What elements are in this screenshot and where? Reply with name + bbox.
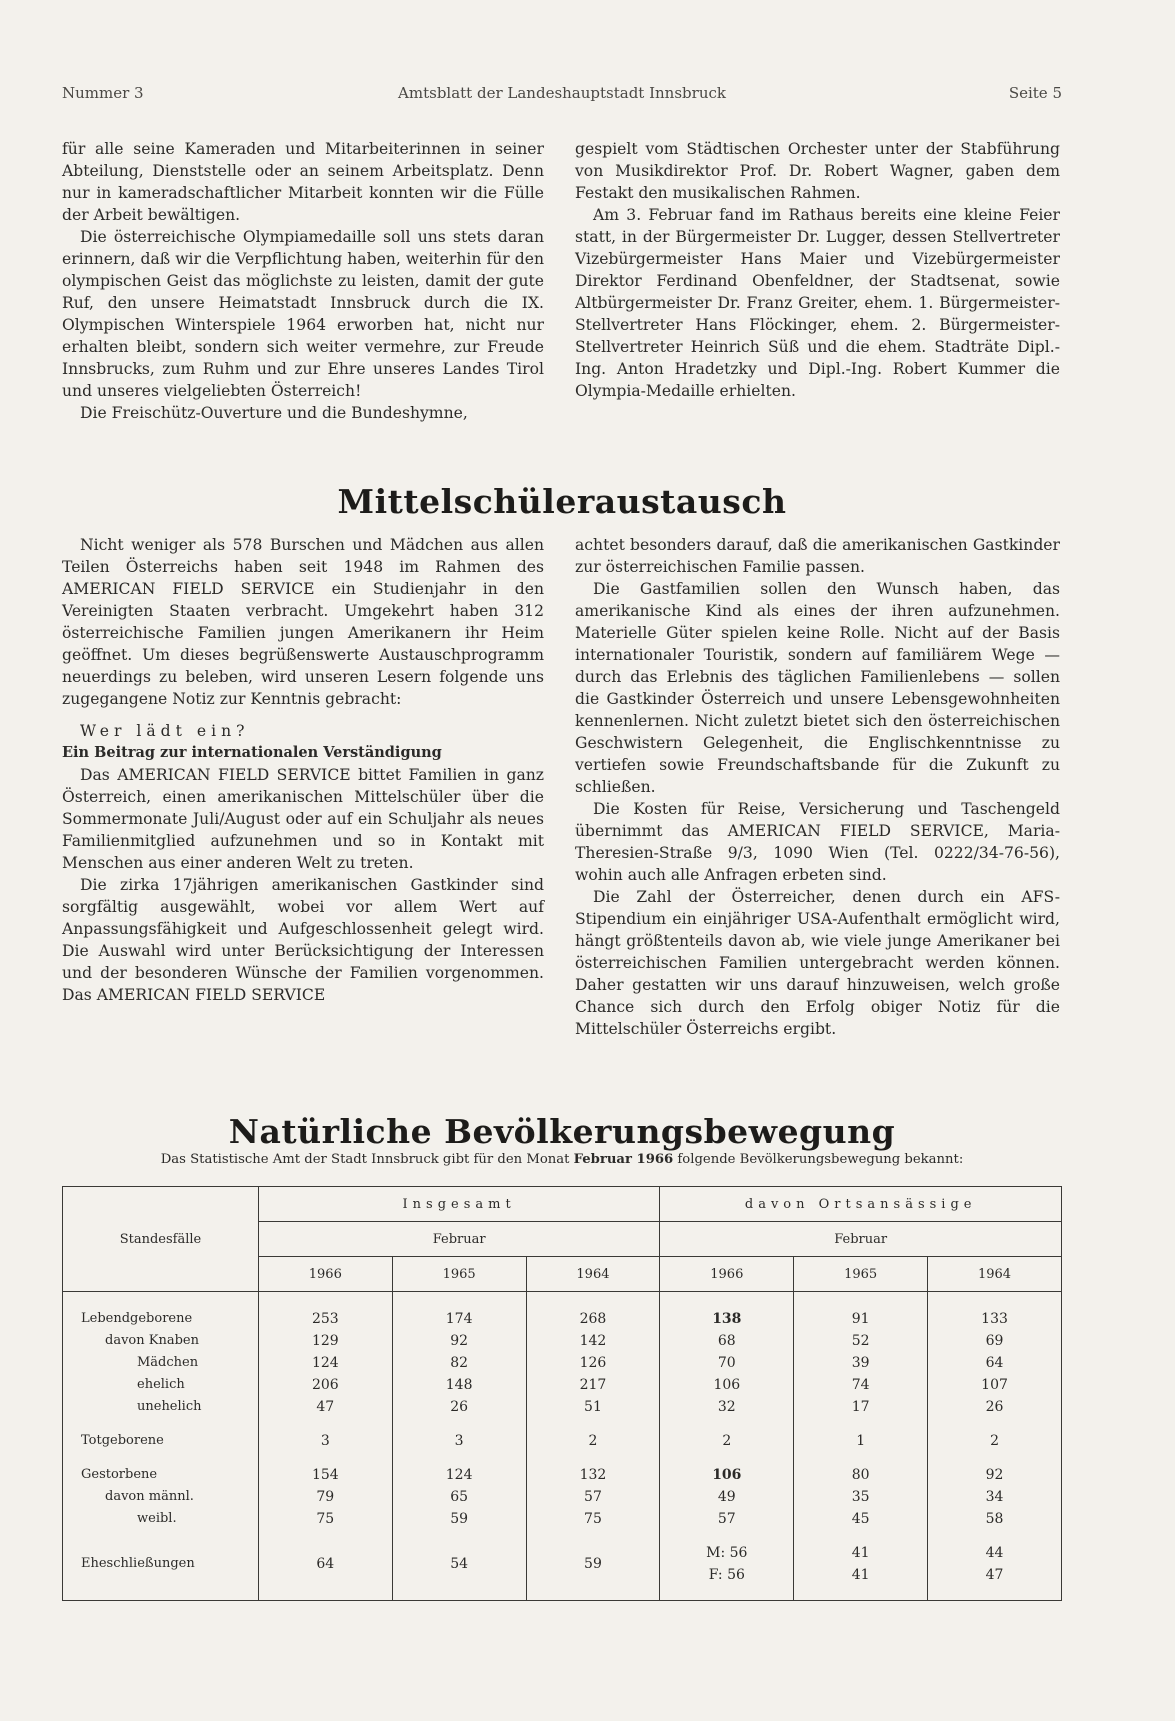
col-total-1966: [258, 1292, 392, 1587]
row-label: unehelich: [137, 1399, 202, 1414]
cell: 64: [316, 1556, 335, 1572]
cell: 217: [579, 1377, 607, 1393]
col-residents-1966: [660, 1292, 794, 1587]
group-header-residents: davon Ortsansässige: [660, 1187, 1062, 1222]
cell: 106: [713, 1377, 741, 1393]
cell: 91: [851, 1311, 870, 1327]
cell: 64: [985, 1355, 1004, 1371]
cell: 142: [579, 1333, 607, 1349]
col-residents-1964: [928, 1292, 1062, 1587]
cell: 26: [985, 1399, 1004, 1415]
cell: 54: [450, 1556, 469, 1572]
cell: 47: [985, 1567, 1004, 1583]
cell: 174: [445, 1311, 473, 1327]
cell: 138: [712, 1311, 742, 1327]
cell-marriage-m: [660, 1542, 793, 1564]
cell: 68: [717, 1333, 736, 1349]
cell: 70: [717, 1355, 736, 1371]
year-header: 1964: [928, 1257, 1062, 1292]
paragraph: Das AMERICAN FIELD SERVICE bittet Familien in ganz Österreich, einen amerikanischen Mittelschüler über die Sommermonate Juli/August oder auf ein Schuljahr als neues Familienmitglied aufzunehmen und so in Kontakt mit Menschen aus einer anderen Welt zu treten.: [62, 766, 544, 872]
cell: 75: [584, 1511, 602, 1527]
intro-month: Februar 1966: [573, 1152, 674, 1167]
cell: 106: [712, 1467, 742, 1483]
paragraph: Die Kosten für Reise, Versicherung und Taschengeld übernimmt das AMERICAN FIELD SERVICE, Maria-Theresien-Straße 9/3, 1090 Wien (Tel. 0222/34-76-56), wohin auch alle Anfragen erbeten sind.: [575, 800, 1060, 884]
cell: 2: [990, 1433, 999, 1449]
cell: 56: [727, 1567, 745, 1583]
group-header-total: Insgesamt: [258, 1187, 659, 1222]
year-header: 1964: [526, 1257, 660, 1292]
cell-marriage-f: [660, 1564, 793, 1586]
subheading-who-invites: Wer lädt ein?: [80, 722, 250, 740]
cell: 26: [450, 1399, 469, 1415]
marriage-m-label: M:: [706, 1545, 726, 1561]
table-intro: [62, 1152, 1062, 1167]
cell: 59: [450, 1511, 469, 1527]
cell: 57: [717, 1511, 736, 1527]
cell: 1: [856, 1433, 866, 1449]
cell: 41: [851, 1567, 870, 1583]
page-number: Seite 5: [1008, 84, 1062, 102]
cell: 41: [851, 1545, 870, 1561]
table-label-header: Standesfälle: [63, 1187, 259, 1292]
intro-text: Das Statistische Amt der Stadt Innsbruck gibt für den Monat: [160, 1152, 570, 1167]
cell: 32: [717, 1399, 736, 1415]
cell: 47: [316, 1399, 335, 1415]
cell: 69: [985, 1333, 1004, 1349]
cell: 65: [450, 1489, 469, 1505]
cell: 75: [316, 1511, 335, 1527]
headline-population-movement: Natürliche Bevölkerungsbewegung: [228, 1112, 896, 1151]
cell: 56: [729, 1545, 748, 1561]
paragraph: Die österreichische Olympiamedaille soll uns stets daran erinnern, daß wir die Verpflichtung haben, weiterhin für den olympischen Geist das möglichste zu leisten, damit der gute Ruf, den unsere Heimatstadt Innsbruck durch die IX. Olympischen Winterspiele 1964 erworben hat, nicht nur erhalten bleibt, sondern sich weiter vermehre, zur Freude Innsbrucks, zum Ruhm und zur Ehre unseres Landes Tirol und unseres vielgeliebten Österreich!: [62, 228, 544, 400]
paragraph: Nicht weniger als 578 Burschen und Mädchen aus allen Teilen Österreichs haben seit 1948 im Rahmen des AMERICAN FIELD SERVICE ein Studienjahr in den Vereinigten Staaten verbracht. Umgekehrt haben 312 österreichische Familien jungen Amerikanern ihr Heim geöffnet. Um dieses begrüßenswerte Austauschprogramm neuerdings zu beleben, wird unseren Lesern folgende uns zugegangene Notiz zur Kenntnis gebracht:: [62, 536, 544, 708]
paragraph: Die zirka 17jährigen amerikanischen Gastkinder sind sorgfältig ausgewählt, wobei vor allem Wert auf Anpassungsfähigkeit und Aufgeschlossenheit gelegt wird. Die Auswahl wird unter Berücksichtigung der Interessen und der besonderen Wünsche der Familien vorgenommen. Das AMERICAN FIELD SERVICE: [62, 876, 544, 1004]
cell: 3: [320, 1433, 330, 1449]
paragraph: Die Gastfamilien sollen den Wunsch haben, das amerikanische Kind als eines der ihren aufzunehmen. Materielle Güter spielen keine Rolle. Nicht auf der Basis internationaler Touristik, sondern auf familiärem Wege — durch das Erlebnis des täglichen Familienlebens — sollen die Gastkinder Österreich und unsere Lebensgewohnheiten kennenlernen. Nicht zuletzt bietet sich den österreichischen Geschwistern Gelegenheit, die Englischkenntnisse zu vertiefen sowie Freundschaftsbande für die Zukunft zu schließen.: [575, 580, 1060, 796]
cell: 79: [316, 1489, 335, 1505]
cell: 59: [584, 1556, 602, 1572]
year-header: 1965: [392, 1257, 526, 1292]
cell: 124: [311, 1355, 339, 1371]
cell: 35: [851, 1489, 870, 1505]
row-label: ehelich: [137, 1377, 185, 1392]
paragraph: Die Zahl der Österreicher, denen durch ein AFS-Stipendium ein einjähriger USA-Aufenthalt ermöglicht wird, hängt größtenteils davon ab, wie viele junge Amerikaner bei österreichischen Familien untergebracht werden können. Daher gestatten wir uns darauf hinzuweisen, welch große Chance sich durch den Erfolg obiger Notiz für die Mittelschüler Österreichs ergibt.: [575, 888, 1060, 1038]
cell: 126: [579, 1355, 607, 1371]
cell: 80: [851, 1467, 870, 1483]
cell: 92: [985, 1467, 1004, 1483]
row-label: Gestorbene: [81, 1467, 158, 1482]
publication-title: Amtsblatt der Landeshauptstadt Innsbruck: [398, 84, 726, 102]
cell: 82: [450, 1355, 469, 1371]
row-label: Totgeborene: [81, 1433, 164, 1448]
row-label: Mädchen: [137, 1355, 199, 1370]
cell: 3: [454, 1433, 464, 1449]
paragraph: Die Freischütz-Ouverture und die Bundeshymne,: [80, 404, 468, 422]
col-total-1965: [392, 1292, 526, 1587]
cell: 44: [985, 1545, 1004, 1561]
cell: 206: [311, 1377, 339, 1393]
year-header: 1965: [794, 1257, 928, 1292]
paragraph: Am 3. Februar fand im Rathaus bereits eine kleine Feier statt, in der Bürgermeister Dr. Lugger, dessen Stellvertreter Vizebürgermeister Hans Maier und Vizebürgermeister Direktor Ferdinand Obenfeldner, der Stadtsenat, sowie Altbürgermeister Dr. Franz Greiter, ehem. 1. Bürgermeister-Stellvertreter Hans Flöckinger, ehem. 2. Bürgermeister-Stellvertreter Heinrich Süß und die ehem. Stadträte Dipl.-Ing. Anton Hradetzky und Dipl.-Ing. Robert Kummer die Olympia-Medaille erhielten.: [575, 206, 1060, 400]
cell: 57: [584, 1489, 602, 1505]
population-table: [62, 1186, 1062, 1601]
page-header: [62, 84, 1062, 108]
marriage-f-label: F:: [708, 1567, 723, 1583]
cell: 124: [445, 1467, 473, 1483]
row-label: weibl.: [137, 1511, 177, 1526]
month-header-total: Februar: [258, 1222, 659, 1257]
col-total-1964: [526, 1292, 660, 1587]
cell: 58: [985, 1511, 1004, 1527]
cell: 74: [851, 1377, 870, 1393]
column-4: [575, 534, 1060, 1040]
year-header: 1966: [660, 1257, 794, 1292]
subheading-contribution: Ein Beitrag zur internationalen Verständigung: [62, 744, 442, 761]
headline-student-exchange: Mittelschüleraustausch: [337, 482, 787, 521]
col-residents-1965: [794, 1292, 928, 1587]
cell: 148: [445, 1377, 473, 1393]
cell: 154: [311, 1467, 339, 1483]
column-2: [575, 138, 1060, 402]
paragraph: für alle seine Kameraden und Mitarbeiterinnen in seiner Abteilung, Dienststelle oder an seinem Arbeitsplatz. Denn nur in kameradschaftlicher Mitarbeit konnten wir die Fülle der Arbeit bewältigen.: [62, 140, 544, 224]
cell: 107: [981, 1377, 1008, 1393]
cell: 51: [584, 1399, 602, 1415]
cell: 17: [851, 1399, 870, 1415]
column-3: [62, 534, 544, 1006]
cell: 2: [722, 1433, 732, 1449]
cell: 129: [311, 1333, 339, 1349]
row-label: davon Knaben: [105, 1333, 199, 1348]
row-label: davon männl.: [105, 1489, 194, 1504]
cell: 132: [579, 1467, 607, 1483]
cell: 92: [450, 1333, 469, 1349]
cell: 49: [717, 1489, 736, 1505]
row-label: Lebendgeborene: [81, 1311, 193, 1326]
cell: 52: [851, 1333, 870, 1349]
row-label: Eheschließungen: [81, 1556, 195, 1571]
row-labels: [63, 1292, 259, 1587]
cell: 253: [311, 1311, 339, 1327]
column-1: [62, 138, 544, 424]
cell: 268: [579, 1311, 607, 1327]
cell: 45: [851, 1511, 870, 1527]
intro-text-end: folgende Bevölkerungsbewegung bekannt:: [677, 1152, 964, 1167]
cell: 133: [981, 1311, 1008, 1327]
year-header: 1966: [258, 1257, 392, 1292]
issue-number: Nummer 3: [62, 84, 144, 102]
month-header-residents: Februar: [660, 1222, 1062, 1257]
cell: 39: [851, 1355, 870, 1371]
cell: 2: [588, 1433, 598, 1449]
cell: 34: [985, 1489, 1004, 1505]
paragraph: achtet besonders darauf, daß die amerikanischen Gastkinder zur österreichischen Familie passen.: [575, 536, 1060, 576]
paragraph: gespielt vom Städtischen Orchester unter der Stabführung von Musikdirektor Prof. Dr. Robert Wagner, gaben dem Festakt den musikalischen Rahmen.: [575, 140, 1060, 202]
